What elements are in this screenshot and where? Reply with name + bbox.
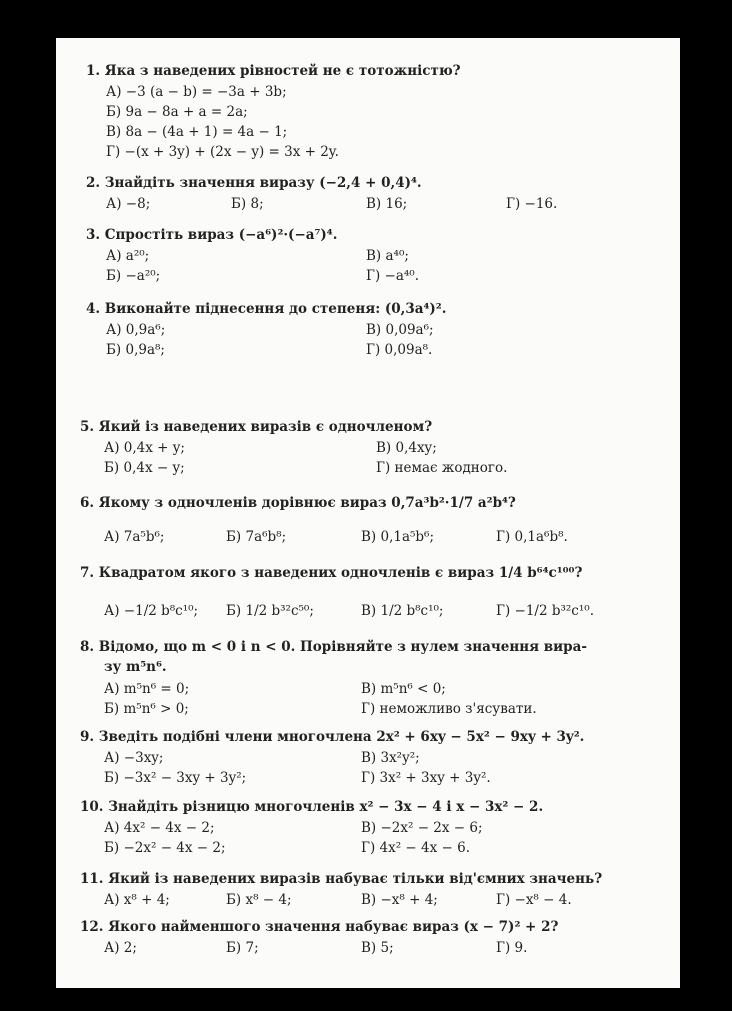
option-letter: Г) (361, 701, 376, 717)
option-text: 1/2 b³²c⁵⁰; (241, 603, 314, 619)
question-stem (86, 300, 446, 318)
answer-option (104, 439, 185, 457)
option-text: −16. (520, 196, 558, 212)
answer-option (106, 195, 150, 213)
question-stem (86, 62, 461, 80)
option-text: −8; (121, 196, 151, 212)
option-letter: А) (106, 322, 122, 338)
option-text: x⁸ + 4; (119, 892, 170, 908)
answer-option (226, 939, 259, 957)
answer-option (361, 939, 394, 957)
option-letter: В) (361, 892, 377, 908)
question-number: 11. (80, 871, 109, 887)
option-text: 0,9a⁶; (121, 322, 166, 338)
question-text: Знайдіть різницю многочленів x² − 3x − 4 і x − 3x² − 2. (108, 799, 544, 815)
answer-option (104, 602, 198, 620)
option-letter: В) (361, 603, 377, 619)
option-text: немає жодного. (390, 460, 508, 476)
option-letter: Г) (496, 892, 511, 908)
question-number: 7. (80, 565, 99, 581)
answer-option (366, 341, 432, 359)
option-text: −1/2 b⁸c¹⁰; (119, 603, 199, 619)
question-text: Спростіть вираз (−a⁶)²·(−a⁷)⁴. (104, 227, 338, 243)
option-text: −a²⁰; (121, 268, 161, 284)
question-number: 6. (80, 495, 99, 511)
option-text: 16; (381, 196, 408, 212)
option-letter: Г) (496, 529, 511, 545)
answer-option (231, 195, 264, 213)
option-letter: А) (104, 940, 120, 956)
option-letter: В) (361, 820, 377, 836)
answer-option (106, 267, 160, 285)
question-stem (80, 798, 543, 816)
question-number: 5. (80, 419, 99, 435)
option-letter: Г) (506, 196, 521, 212)
option-letter: В) (106, 124, 122, 140)
question-stem (80, 564, 582, 582)
option-letter: Г) (376, 460, 391, 476)
answer-option (106, 321, 165, 339)
option-text: −x⁸ − 4. (510, 892, 572, 908)
option-letter: А) (106, 248, 122, 264)
answer-option (366, 321, 434, 339)
option-letter: В) (366, 248, 382, 264)
question-text: Якому з одночленів дорівнює вираз 0,7a³b²·1/7 a²b⁴? (98, 495, 516, 511)
question-stem (86, 174, 422, 192)
option-letter: А) (106, 84, 122, 100)
option-letter: В) (361, 940, 377, 956)
option-text: 4x² − 4x − 2; (119, 820, 215, 836)
question-text: Знайдіть значення виразу (−2,4 + 0,4)⁴. (104, 175, 422, 191)
question-stem (80, 728, 584, 746)
option-letter: А) (104, 820, 120, 836)
option-letter: В) (361, 750, 377, 766)
answer-option (366, 247, 409, 265)
answer-option (361, 680, 446, 698)
answer-option (226, 528, 286, 546)
option-text: 1/2 b⁸c¹⁰; (376, 603, 444, 619)
option-letter: Б) (104, 840, 120, 856)
answer-option (506, 195, 557, 213)
answer-option (361, 700, 537, 718)
answer-option (104, 769, 246, 787)
option-text: −(x + 3y) + (2x − y) = 3x + 2y. (120, 144, 339, 160)
option-letter: Б) (226, 892, 242, 908)
answer-option (226, 602, 314, 620)
option-text: 9a − 8a + a = 2a; (121, 104, 248, 120)
question-stem (80, 918, 558, 936)
question-text: Який із наведених виразів набуває тільки від'ємних значень? (108, 871, 603, 887)
answer-option (361, 749, 420, 767)
answer-option (104, 528, 164, 546)
option-text: −2x² − 4x − 2; (119, 840, 226, 856)
question-text: Зведіть подібні члени многочлена 2x² + 6xy − 5x² − 9xy + 3y². (98, 729, 585, 745)
option-letter: Г) (106, 144, 121, 160)
option-letter: Б) (104, 770, 120, 786)
option-letter: Г) (361, 770, 376, 786)
option-text: 0,09a⁸. (380, 342, 433, 358)
question-number: 8. (80, 639, 99, 655)
option-text: 0,4xy; (391, 440, 437, 456)
option-text: −1/2 b³²c¹⁰. (510, 603, 594, 619)
question-text: Виконайте піднесення до степеня: (0,3a⁴)². (104, 301, 447, 317)
answer-option (104, 749, 163, 767)
option-letter: Г) (496, 603, 511, 619)
answer-option (104, 459, 185, 477)
answer-option (496, 939, 527, 957)
option-letter: А) (104, 681, 120, 697)
question-stem (80, 494, 516, 512)
option-text: 0,1a⁵b⁶; (376, 529, 435, 545)
option-text: −3xy; (119, 750, 164, 766)
answer-option (376, 459, 507, 477)
question-list (56, 38, 680, 988)
option-letter: А) (104, 529, 120, 545)
option-text: 8; (246, 196, 264, 212)
answer-option (104, 891, 170, 909)
answer-option (106, 341, 165, 359)
option-text: x⁸ − 4; (241, 892, 292, 908)
answer-option (361, 839, 470, 857)
option-letter: Б) (226, 603, 242, 619)
option-text: 0,9a⁸; (121, 342, 165, 358)
option-letter: А) (104, 603, 120, 619)
option-text: a²⁰; (121, 248, 150, 264)
option-letter: Г) (366, 342, 381, 358)
option-text: 3x² + 3xy + 3y². (375, 770, 491, 786)
answer-option (106, 143, 339, 161)
answer-option (496, 602, 594, 620)
option-letter: Б) (104, 701, 120, 717)
option-text: m⁵n⁶ > 0; (119, 701, 189, 717)
option-letter: А) (106, 196, 122, 212)
question-number: 2. (86, 175, 105, 191)
option-text: 3x²y²; (376, 750, 420, 766)
answer-option (361, 769, 491, 787)
answer-option (106, 123, 287, 141)
option-letter: Б) (106, 342, 122, 358)
answer-option (361, 819, 483, 837)
option-letter: Г) (361, 840, 376, 856)
answer-option (496, 891, 572, 909)
option-letter: В) (361, 681, 377, 697)
question-number: 3. (86, 227, 105, 243)
answer-option (104, 700, 189, 718)
option-letter: А) (104, 750, 120, 766)
question-text: Квадратом якого з наведених одночленів є вираз 1/4 b⁶⁴c¹⁰⁰? (98, 565, 583, 581)
option-letter: Б) (104, 460, 120, 476)
answer-option (106, 103, 248, 121)
option-text: −2x² − 2x − 6; (376, 820, 483, 836)
option-letter: В) (376, 440, 392, 456)
option-text: 0,09a⁶; (381, 322, 434, 338)
option-letter: А) (104, 440, 120, 456)
option-text: 7a⁵b⁶; (119, 529, 165, 545)
answer-option (104, 939, 137, 957)
answer-option (104, 680, 189, 698)
option-text: −3x² − 3xy + 3y²; (119, 770, 247, 786)
question-stem (80, 418, 432, 436)
answer-option (366, 195, 407, 213)
question-stem (80, 638, 587, 656)
option-text: a⁴⁰; (381, 248, 409, 264)
option-letter: Б) (226, 529, 242, 545)
option-text: −3 (a − b) = −3a + 3b; (121, 84, 287, 100)
answer-option (106, 83, 287, 101)
option-letter: В) (366, 322, 382, 338)
answer-option (361, 891, 438, 909)
answer-option (104, 819, 215, 837)
option-text: 4x² − 4x − 6. (375, 840, 470, 856)
option-text: m⁵n⁶ = 0; (119, 681, 190, 697)
question-stem (80, 870, 602, 888)
question-number: 10. (80, 799, 109, 815)
worksheet-page (56, 38, 680, 988)
option-text: 7; (241, 940, 259, 956)
question-text: Якого найменшого значення набуває вираз (x − 7)² + 2? (108, 919, 559, 935)
option-text: 8a − (4a + 1) = 4a − 1; (121, 124, 288, 140)
option-text: m⁵n⁶ < 0; (376, 681, 446, 697)
option-text: −a⁴⁰. (380, 268, 419, 284)
question-stem (86, 226, 337, 244)
option-letter: В) (361, 529, 377, 545)
question-number: 1. (86, 63, 105, 79)
answer-option (376, 439, 437, 457)
answer-option (366, 267, 419, 285)
option-text: 7a⁶b⁸; (241, 529, 287, 545)
question-text-continued: зу m⁵n⁶. (104, 659, 167, 675)
option-letter: Б) (231, 196, 247, 212)
option-letter: Б) (226, 940, 242, 956)
option-text: 2; (119, 940, 137, 956)
answer-option (496, 528, 568, 546)
question-number: 9. (80, 729, 99, 745)
answer-option (106, 247, 149, 265)
option-text: 9. (510, 940, 528, 956)
option-text: 0,4x + y; (119, 440, 185, 456)
answer-option (361, 602, 443, 620)
option-letter: Б) (106, 268, 122, 284)
option-text: 0,4x − y; (119, 460, 185, 476)
option-letter: Г) (496, 940, 511, 956)
question-number: 12. (80, 919, 109, 935)
question-text: Яка з наведених рівностей не є тотожністю? (104, 63, 461, 79)
option-text: неможливо з'ясувати. (375, 701, 537, 717)
question-number: 4. (86, 301, 105, 317)
question-text: Який із наведених виразів є одночленом? (98, 419, 433, 435)
question-text: Відомо, що m < 0 і n < 0. Порівняйте з нулем значення вира- (98, 639, 587, 655)
option-text: −x⁸ + 4; (376, 892, 438, 908)
option-letter: А) (104, 892, 120, 908)
option-text: 5; (376, 940, 394, 956)
option-letter: В) (366, 196, 382, 212)
answer-option (226, 891, 292, 909)
answer-option (104, 839, 226, 857)
option-text: 0,1a⁶b⁸. (510, 529, 568, 545)
answer-option (361, 528, 434, 546)
option-letter: Б) (106, 104, 122, 120)
option-letter: Г) (366, 268, 381, 284)
